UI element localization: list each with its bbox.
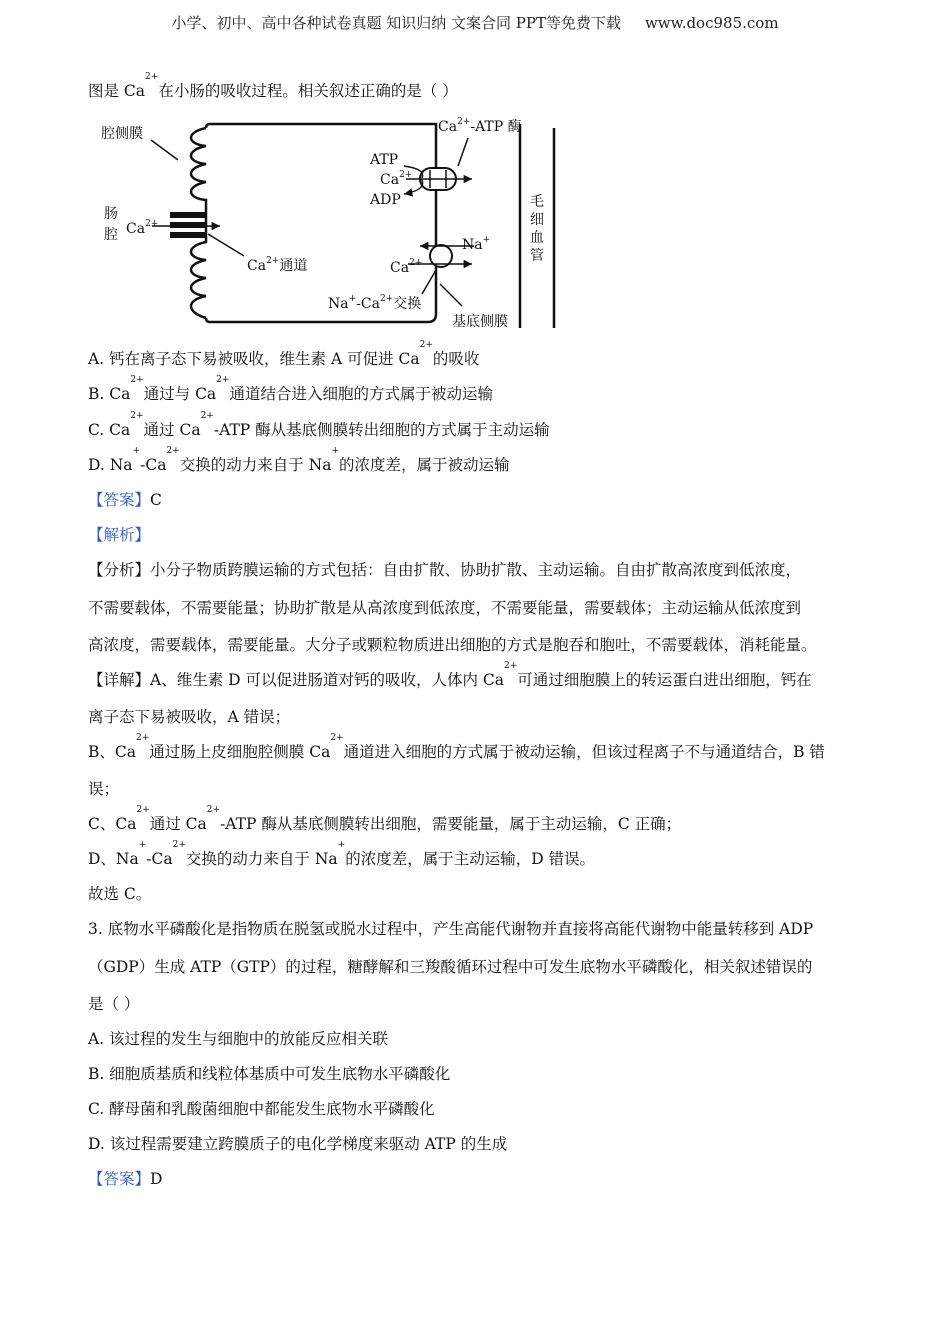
calcium-absorption-diagram bbox=[96, 114, 566, 336]
ca-pump-label: $Ca^{2+}$ bbox=[380, 170, 413, 188]
ca-channel bbox=[152, 212, 220, 238]
capillary-label-1: 毛 bbox=[530, 194, 544, 210]
q2-option-d: D. $Na^+-Ca^{2+}$交换的动力来自于 Na+的浓度差，属于被动运输 bbox=[88, 446, 510, 474]
q2-detail-c: C、$Ca^{2+}$通过 $Ca^{2+}$-ATP 酶从基底侧膜转出细胞，需要能量，属于主动运输，C 正确； bbox=[88, 805, 682, 833]
q3-option-c: C. 酵母菌和乳酸菌细胞中都能发生底物水平磷酸化 bbox=[88, 1100, 435, 1118]
q2-option-a: A. 钙在离子态下易被吸收，维生素 A 可促进 $Ca^{2+}$的吸收 bbox=[88, 340, 480, 368]
q2-fenxi-line-2: 不需要载体，不需要能量；协助扩散是从高浓度到低浓度，不需要能量，需要载体；主动运输从低浓度到 bbox=[88, 599, 802, 617]
q3-option-a: A. 该过程的发生与细胞中的放能反应相关联 bbox=[88, 1030, 389, 1048]
ca-atpase-label: $Ca^{2+}$-ATP 酶 bbox=[438, 117, 522, 135]
q2-detail-a-cont: 离子态下易被吸收，A 错误； bbox=[88, 708, 291, 726]
capillary-label-4: 管 bbox=[530, 248, 544, 264]
lumen-membrane-label: 腔侧膜 bbox=[101, 126, 143, 142]
page-header bbox=[0, 12, 950, 33]
capillary-label-2: 细 bbox=[530, 212, 544, 228]
q2-answer: 【答案】C bbox=[88, 491, 162, 509]
q2-detail-a: 【详解】A、维生素 D 可以促进肠道对钙的吸收，人体内 $Ca^{2+}$可通过细胞膜上的转运蛋白进出细胞，钙在 bbox=[88, 661, 812, 689]
q2-detail-d: D、$Na^+-Ca^{2+}$交换的动力来自于 Na+的浓度差，属于主动运输，D 错误。 bbox=[88, 840, 596, 868]
q2-analysis-tag: 【解析】 bbox=[88, 526, 151, 544]
q3-stem-line-2: （GDP）生成 ATP（GTP）的过程，糖酵解和三羧酸循环过程中可发生底物水平磷酸化，相关叙述错误的 bbox=[88, 958, 813, 976]
q2-option-b: B. $Ca^{2+}$通过与 $Ca^{2+}$通道结合进入细胞的方式属于被动运输 bbox=[88, 375, 493, 403]
q3-stem-line-1: 3. 底物水平磷酸化是指物质在脱氢或脱水过程中，产生高能代谢物并直接将高能代谢物中能量转移到 ADP bbox=[88, 920, 814, 938]
basal-membrane-label: 基底侧膜 bbox=[452, 314, 508, 330]
lumen-label-1: 肠 bbox=[104, 206, 118, 222]
q2-fenxi-line-3: 高浓度，需要载体，需要能量。大分子或颗粒物质进出细胞的方式是胞吞和胞吐，不需要载体，消耗能量。 bbox=[88, 636, 817, 654]
q2-option-c: C. $Ca^{2+}$通过 $Ca^{2+}$-ATP 酶从基底侧膜转出细胞的方式属于主动运输 bbox=[88, 411, 550, 439]
q2-stem: 图是 $Ca^{2+}$在小肠的吸收过程。相关叙述正确的是（ ） bbox=[88, 72, 458, 100]
q2-detail-b-cont: 误； bbox=[88, 780, 120, 798]
q3-option-d: D. 该过程需要建立跨膜质子的电化学梯度来驱动 ATP 的生成 bbox=[88, 1135, 508, 1153]
q2-fenxi-line-1: 【分析】小分子物质跨膜运输的方式包括：自由扩散、协助扩散、主动运输。自由扩散高浓度到低浓度， bbox=[88, 561, 802, 579]
na-ca-exchange-label: $Na^+-Ca^{2+}$交换 bbox=[328, 294, 422, 312]
ca-exchange-label: $Ca^{2+}$ bbox=[390, 258, 423, 276]
ca-atpase-pump bbox=[404, 166, 472, 194]
header-text: 小学、初中、高中各种试卷真题 知识归纳 文案合同 PPT等免费下载 bbox=[171, 14, 621, 32]
ca-left-label: $Ca^{2+}$ bbox=[126, 219, 159, 237]
capillary-label-3: 血 bbox=[530, 230, 544, 246]
header-site[interactable]: www.doc985.com bbox=[644, 14, 779, 32]
q2-detail-b: B、$Ca^{2+}$通过肠上皮细胞腔侧膜 $Ca^{2+}$通道进入细胞的方式属于被动运输，但该过程离子不与通道结合，B 错 bbox=[88, 733, 825, 761]
ca-channel-label: $Ca^{2+}$通道 bbox=[247, 256, 308, 274]
q3-option-b: B. 细胞质基质和线粒体基质中可发生底物水平磷酸化 bbox=[88, 1065, 451, 1083]
atp-label: ATP bbox=[370, 152, 399, 168]
q3-answer: 【答案】D bbox=[88, 1170, 163, 1188]
q3-stem-line-3: 是（ ） bbox=[88, 995, 140, 1013]
na-label: Na+ bbox=[462, 235, 491, 253]
q2-conclusion: 故选 C。 bbox=[88, 885, 152, 903]
adp-label: ADP bbox=[370, 192, 401, 208]
cell-membrane bbox=[206, 124, 436, 322]
lumen-label-2: 腔 bbox=[104, 227, 118, 243]
